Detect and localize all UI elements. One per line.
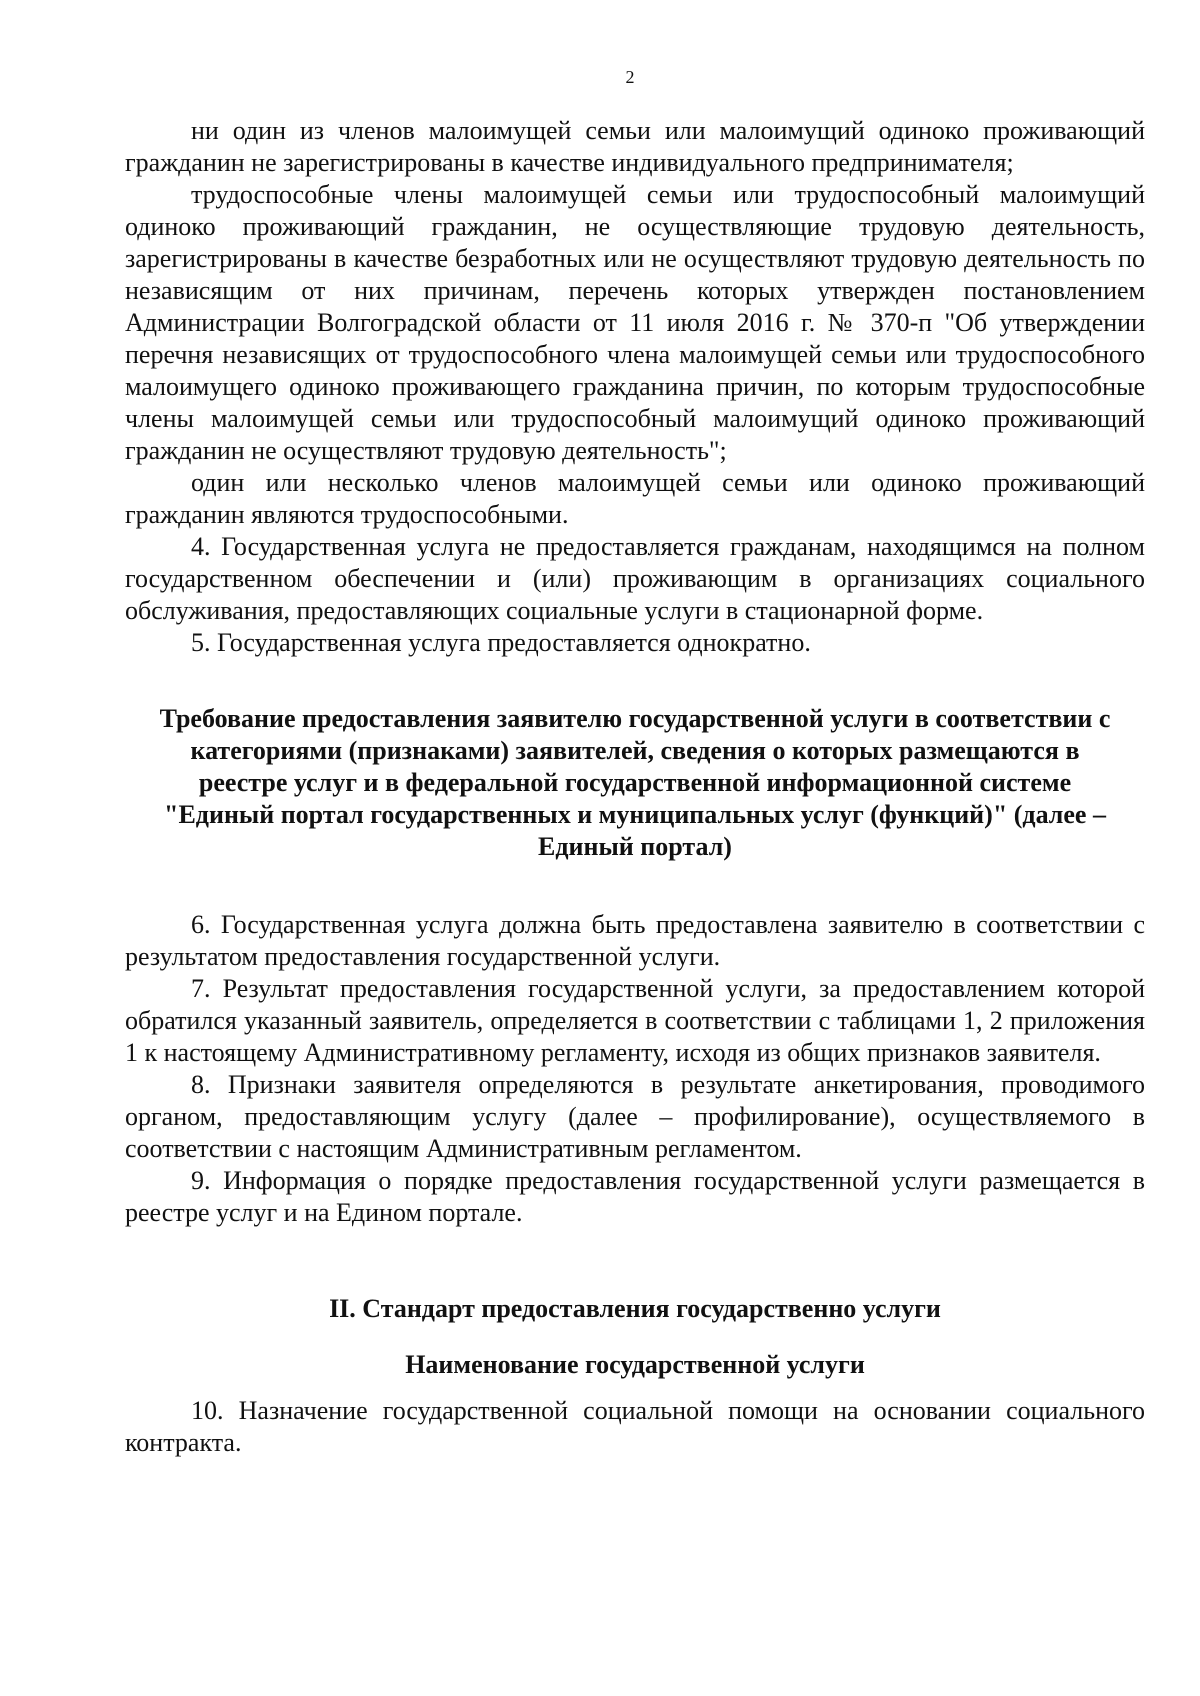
paragraph-item-9: 9. Информация о порядке предоставления государственной услуги размещается в реестре услуг и на Едином портале. xyxy=(125,1166,1145,1227)
heading-service-name: Наименование государственной услуги xyxy=(405,1350,865,1379)
page-number: 2 xyxy=(625,67,635,87)
paragraph-item-8: 8. Признаки заявителя определяются в результате анкетирования, проводимого органом, предоставляющим услугу (далее – профилирование), осуществляемого в соответствии с настоящим Административным регламентом. xyxy=(125,1070,1145,1163)
paragraph-item-7: 7. Результат предоставления государственной услуги, за предоставлением которой обратился указанный заявитель, определяется в соответствии с таблицами 1, 2 приложения 1 к настоящему Административному регламенту, исходя из общих признаков заявителя. xyxy=(125,974,1145,1067)
paragraph-able-bodied-unemployed: трудоспособные члены малоимущей семьи или трудоспособный малоимущий одиноко проживающий гражданин, не осуществляющие трудовую деятельность, зарегистрированы в качестве безработных или не осуществляют трудовую деятельность по независящим от них причинам, перечень которых утвержден постановлением Администрации Волгоградской области от 11 июля 2016 г. № 370-п "Об утверждении перечня независящих от трудоспособного члена малоимущей семьи или трудоспособного малоимущего одиноко проживающего гражданина причин, по которым трудоспособные члены малоимущей семьи или трудоспособный малоимущий одиноко проживающий гражданин не осуществляют трудовую деятельность"; xyxy=(125,180,1145,465)
heading-requirement: Требование предоставления заявителю государственной услуги в соответствии с категориями (признаками) заявителей, сведения о которых размещаются в реестре услуг и в федеральной государственной информационной системе "Единый портал государственных и муниципальных услуг (функций)" (далее – Единый портал) xyxy=(159,704,1111,861)
heading-section-standard: II. Стандарт предоставления государственно услуги xyxy=(329,1294,941,1323)
document-body xyxy=(125,115,1145,1459)
paragraph-not-entrepreneur: ни один из членов малоимущей семьи или малоимущий одиноко проживающий гражданин не зарегистрированы в качестве индивидуального предпринимателя; xyxy=(125,116,1145,177)
paragraph-item-4: 4. Государственная услуга не предоставляется гражданам, находящимся на полном государственном обеспечении и (или) проживающим в организациях социального обслуживания, предоставляющих социальные услуги в стационарной форме. xyxy=(125,532,1145,625)
paragraph-item-5: 5. Государственная услуга предоставляется однократно. xyxy=(191,628,811,657)
paragraph-item-6: 6. Государственная услуга должна быть предоставлена заявителю в соответствии с результатом предоставления государственной услуги. xyxy=(125,910,1145,971)
paragraph-item-10: 10. Назначение государственной социальной помощи на основании социального контракта. xyxy=(125,1396,1145,1457)
paragraph-able-bodied-members: один или несколько членов малоимущей семьи или одиноко проживающий гражданин являются трудоспособными. xyxy=(125,468,1145,529)
